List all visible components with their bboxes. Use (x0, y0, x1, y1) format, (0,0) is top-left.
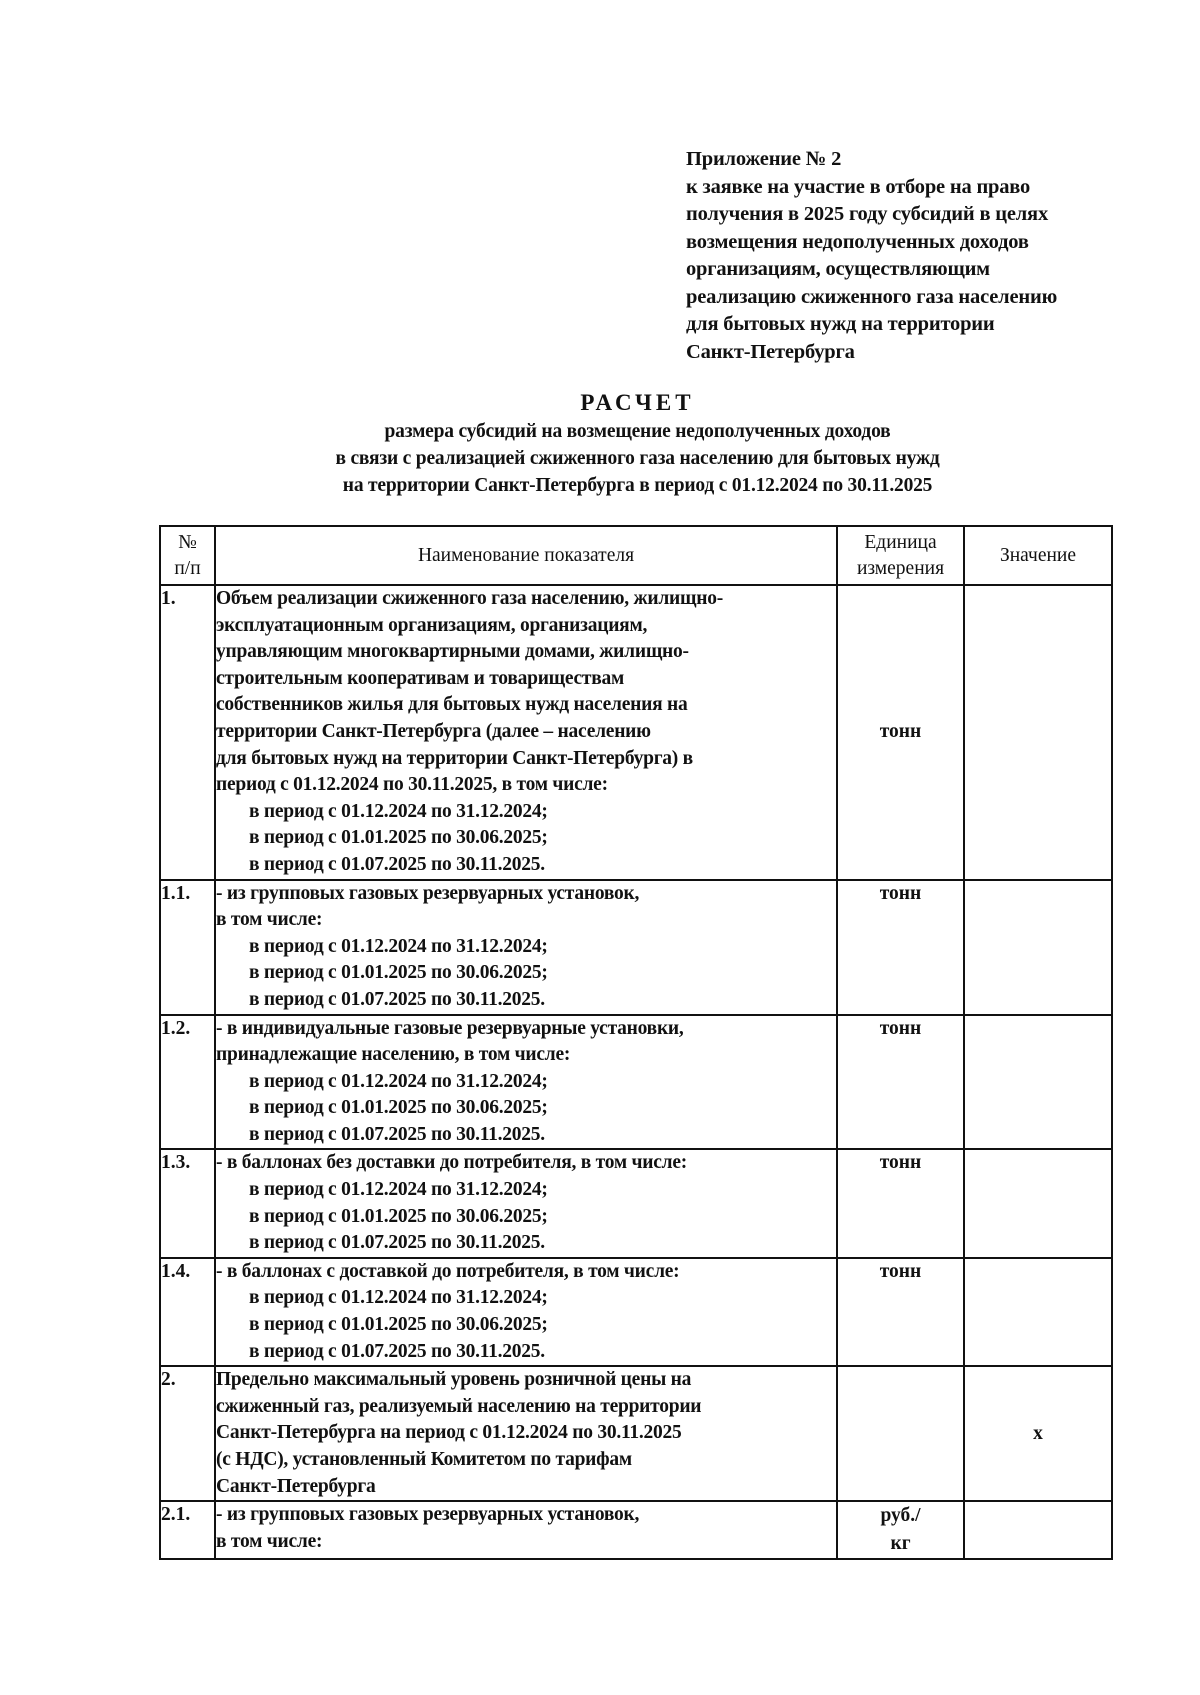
row-period-line: в период с 01.01.2025 по 30.06.2025; (249, 1314, 548, 1336)
table-row (160, 1149, 1112, 1257)
row-period-line: в период с 01.07.2025 по 30.11.2025. (249, 1232, 545, 1254)
row-name-line: (с НДС), установленный Комитетом по тарифам (216, 1449, 632, 1470)
row-name (215, 1366, 837, 1501)
row-period-line: в период с 01.07.2025 по 30.11.2025. (249, 853, 545, 875)
table-row (160, 1366, 1112, 1501)
row-period-line: в период с 01.07.2025 по 30.11.2025. (249, 1340, 545, 1362)
row-unit: тонн (837, 1149, 964, 1257)
row-period-line: в период с 01.12.2024 по 31.12.2024; (249, 1070, 548, 1092)
row-unit: тонн (837, 880, 964, 1015)
row-num: 1.1. (160, 880, 215, 1015)
header-num-line2: п/п (174, 557, 201, 579)
row-unit (837, 1366, 964, 1501)
row-name-line: - в баллонах без доставки до потребителя, в том числе: (216, 1152, 687, 1174)
title-main: РАСЧЕТ (580, 390, 695, 415)
table-row (160, 1258, 1112, 1366)
row-period-line: в период с 01.01.2025 по 30.06.2025; (249, 1205, 548, 1227)
row-value (964, 1149, 1112, 1257)
header-value: Значение (964, 526, 1112, 585)
appendix-line: возмещения недополученных доходов (686, 230, 1029, 253)
title-subtitle-line: размера субсидий на возмещение недополученных доходов (384, 421, 891, 442)
row-name-line: строительным кооперативам и товариществам (216, 667, 625, 689)
row-period-line: в период с 01.12.2024 по 31.12.2024; (249, 800, 548, 822)
row-name-line: принадлежащие населению, в том числе: (216, 1044, 571, 1066)
document-title (160, 388, 1115, 499)
row-name (215, 1015, 837, 1150)
table-row (160, 585, 1112, 880)
row-name-line: - из групповых газовых резервуарных установок, (216, 1504, 640, 1526)
appendix-line: Приложение № 2 (686, 148, 842, 170)
header-unit-line1: Единица (864, 531, 937, 553)
title-subtitle-line: в связи с реализацией сжиженного газа населению для бытовых нужд (335, 448, 940, 469)
row-name-line: период с 01.12.2024 по 30.11.2025, в том числе: (216, 774, 608, 796)
header-unit-line2: измерения (856, 557, 945, 579)
row-name-line: - в баллонах с доставкой до потребителя, в том числе: (216, 1260, 680, 1282)
row-name-line: - в индивидуальные газовые резервуарные установки, (216, 1017, 684, 1039)
row-period-line: в период с 01.01.2025 по 30.06.2025; (249, 962, 548, 984)
appendix-line: реализацию сжиженного газа населению (686, 285, 1058, 308)
calculation-table (159, 525, 1113, 1560)
row-name-line: Предельно максимальный уровень розничной цены на (216, 1369, 692, 1391)
row-name (215, 880, 837, 1015)
appendix-line: Санкт-Петербурга (686, 340, 855, 363)
row-name-line: для бытовых нужд на территории Санкт-Петербурга) в (216, 747, 693, 769)
row-num: 1.2. (160, 1015, 215, 1150)
row-unit: тонн (837, 1015, 964, 1150)
row-name-line: в том числе: (216, 909, 323, 931)
row-period-line: в период с 01.07.2025 по 30.11.2025. (249, 988, 545, 1010)
title-subtitle-line: на территории Санкт-Петербурга в период с 01.12.2024 по 30.11.2025 (342, 475, 933, 496)
row-period-line: в период с 01.12.2024 по 31.12.2024; (249, 1287, 548, 1309)
row-num: 2.1. (160, 1501, 215, 1559)
row-name-line: Санкт-Петербурга на период с 01.12.2024 по 30.11.2025 (216, 1422, 682, 1444)
row-name-line: управляющим многоквартирными домами, жилищно- (216, 641, 689, 663)
row-name (215, 1149, 837, 1257)
row-name-line: территории Санкт-Петербурга (далее – населению (216, 720, 651, 742)
row-num: 1.4. (160, 1258, 215, 1366)
row-name-line: эксплуатационным организациям, организациям, (216, 614, 648, 636)
row-num: 1.3. (160, 1149, 215, 1257)
appendix-line: для бытовых нужд на территории (686, 313, 995, 335)
appendix-line: получения в 2025 году субсидий в целях (686, 203, 1049, 225)
row-period-line: в период с 01.01.2025 по 30.06.2025; (249, 1097, 548, 1119)
table-header-row (160, 526, 1112, 585)
table-row (160, 1501, 1112, 1559)
appendix-header (686, 146, 1136, 366)
row-name (215, 1258, 837, 1366)
header-name: Наименование показателя (215, 526, 837, 585)
header-num-line1: № (178, 531, 197, 553)
row-name (215, 1501, 837, 1559)
row-value (964, 1501, 1112, 1559)
row-name-line: сжиженный газ, реализуемый населению на территории (216, 1395, 702, 1417)
row-num: 1. (160, 585, 215, 880)
table-row (160, 880, 1112, 1015)
row-value (964, 1258, 1112, 1366)
row-unit: тонн (837, 585, 964, 880)
row-value: х (964, 1366, 1112, 1501)
row-name-line: собственников жилья для бытовых нужд населения на (216, 694, 688, 716)
appendix-line: к заявке на участие в отборе на право (686, 175, 1031, 198)
row-unit: тонн (837, 1258, 964, 1366)
table-row (160, 1015, 1112, 1150)
row-unit (837, 1501, 964, 1559)
row-unit-line: кг (890, 1533, 911, 1555)
row-period-line: в период с 01.01.2025 по 30.06.2025; (249, 827, 548, 849)
row-value (964, 880, 1112, 1015)
row-num: 2. (160, 1366, 215, 1501)
row-period-line: в период с 01.12.2024 по 31.12.2024; (249, 935, 548, 957)
row-name-line: в том числе: (216, 1530, 323, 1552)
row-name-line: - из групповых газовых резервуарных установок, (216, 882, 640, 904)
row-period-line: в период с 01.07.2025 по 30.11.2025. (249, 1123, 545, 1145)
row-value (964, 585, 1112, 880)
row-period-line: в период с 01.12.2024 по 31.12.2024; (249, 1179, 548, 1201)
header-num (160, 526, 215, 585)
row-name-line: Санкт-Петербурга (216, 1475, 376, 1497)
header-unit (837, 526, 964, 585)
row-name (215, 585, 837, 880)
row-name-line: Объем реализации сжиженного газа населению, жилищно- (216, 588, 723, 609)
row-unit-line: руб./ (880, 1505, 921, 1527)
appendix-line: организациям, осуществляющим (686, 258, 990, 280)
row-value (964, 1015, 1112, 1150)
